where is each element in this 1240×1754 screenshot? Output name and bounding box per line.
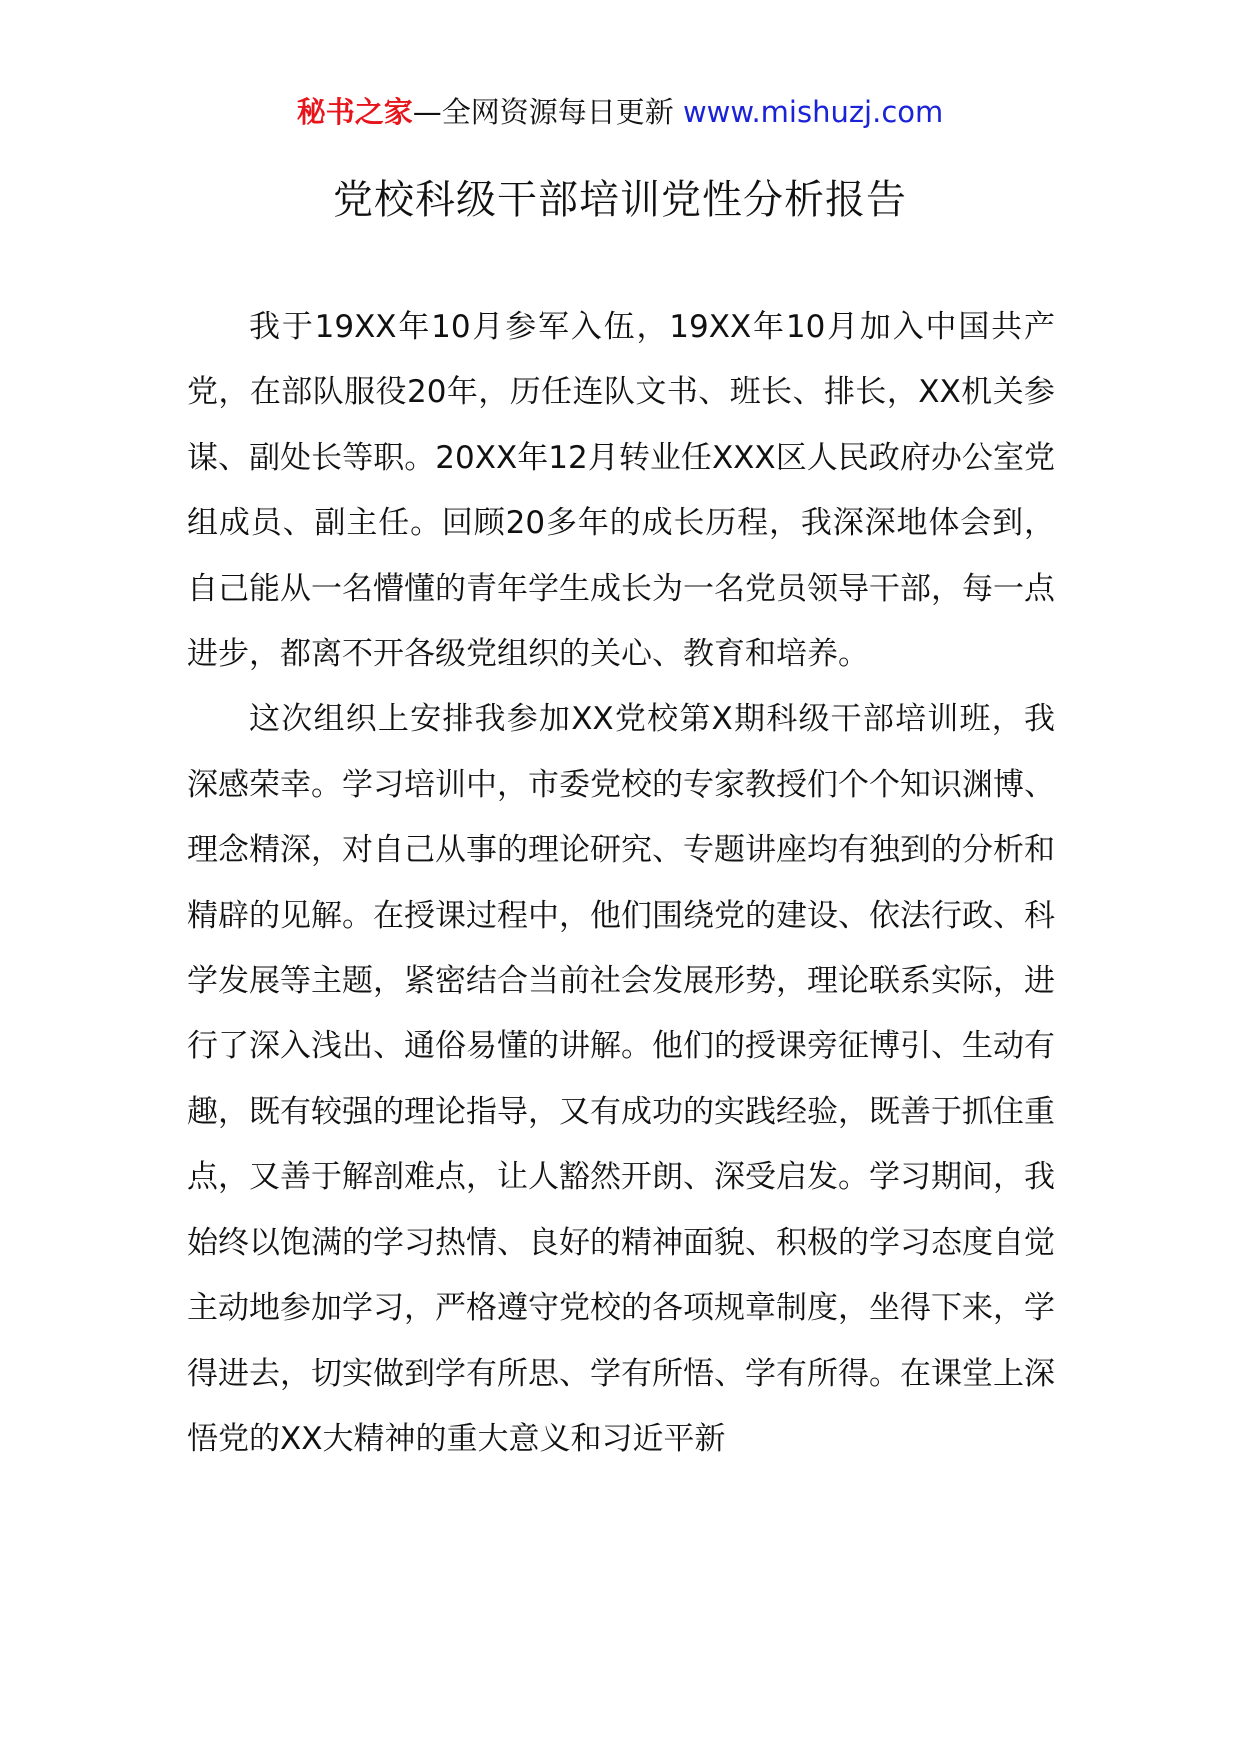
document-title: 党校科级干部培训党性分析报告 <box>333 177 907 223</box>
document-body <box>187 295 1055 1472</box>
site-tagline: —全网资源每日更新 <box>412 95 674 129</box>
body-paragraph: 这次组织上安排我参加XX党校第X期科级干部培训班，我深感荣幸。学习培训中，市委党校的专家教授们个个知识渊博、理念精深，对自己从事的理论研究、专题讲座均有独到的分析和精辟的见解。在授课过程中，他们围绕党的建设、依法行政、科学发展等主题，紧密结合当前社会发展形势，理论联系实际，进行了深入浅出、通俗易懂的讲解。他们的授课旁征博引、生动有趣，既有较强的理论指导，又有成功的实践经验，既善于抓住重点，又善于解剖难点，让人豁然开朗、深受启发。学习期间，我始终以饱满的学习热情、良好的精神面貌、积极的学习态度自觉主动地参加学习，严格遵守党校的各项规章制度，坐得下来，学得进去，切实做到学有所思、学有所悟、学有所得。在课堂上深悟党的XX大精神的重大意义和习近平新 <box>187 701 1055 1457</box>
site-brand: 秘书之家 <box>296 95 413 129</box>
site-url-link[interactable]: www.mishuzj.com <box>682 95 944 129</box>
site-header <box>0 92 1240 132</box>
body-paragraph: 我于19XX年10月参军入伍，19XX年10月加入中国共产党，在部队服役20年，历任连队文书、班长、排长，XX机关参谋、副处长等职。20XX年12月转业任XXX区人民政府办公室党组成员、副主任。回顾20多年的成长历程，我深深地体会到，自己能从一名懵懂的青年学生成长为一名党员领导干部，每一点进步，都离不开各级党组织的关心、教育和培养。 <box>187 309 1055 673</box>
